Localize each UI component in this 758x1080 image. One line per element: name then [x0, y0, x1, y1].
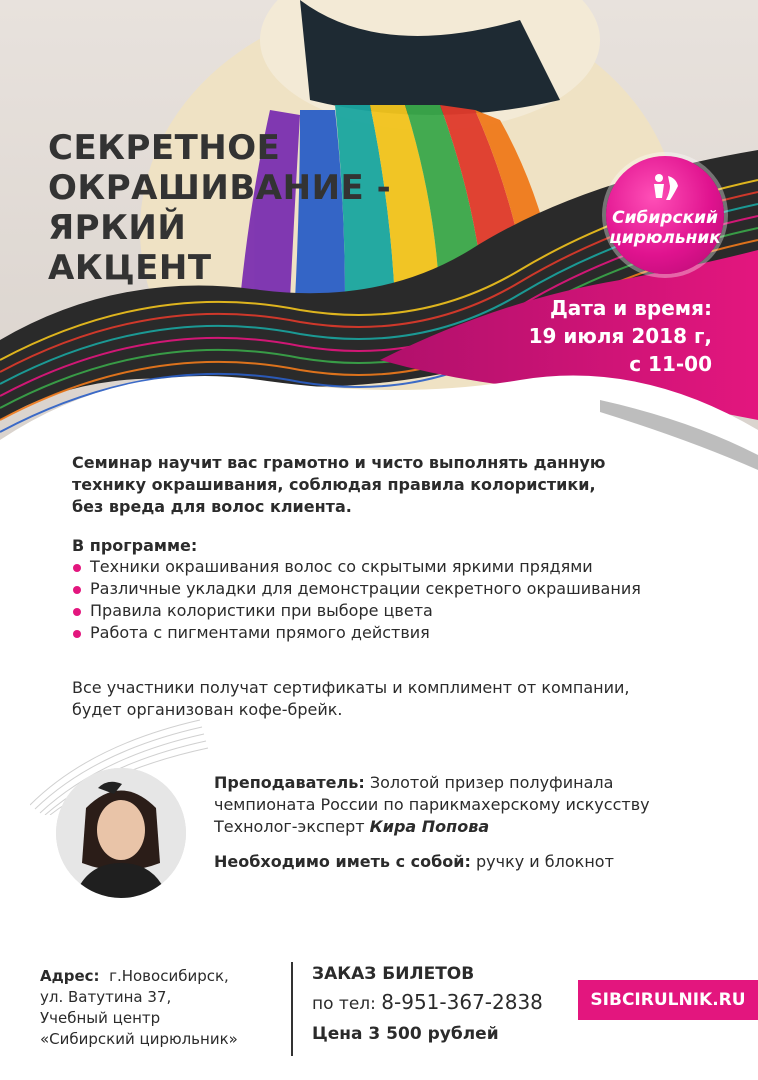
intro-line: Семинар научит вас грамотно и чисто выполнять данную — [72, 453, 606, 472]
closing-line: Все участники получат сертификаты и комплимент от компании, — [72, 678, 630, 697]
list-item-text: Правила колористики при выборе цвета — [90, 601, 433, 620]
address-block — [40, 966, 238, 1050]
phone-label: по тел: — [312, 994, 376, 1014]
program-heading: В программе: — [72, 536, 198, 555]
intro-line: без вреда для волос клиента. — [72, 497, 352, 516]
bullet-icon — [73, 586, 81, 594]
title-line: ЯРКИЙ — [48, 208, 187, 248]
bring-value: ручку и блокнот — [476, 852, 614, 871]
address-name: «Сибирский цирюльник» — [40, 1030, 238, 1048]
bullet-icon — [73, 564, 81, 572]
teacher-avatar — [56, 768, 186, 898]
datetime-label: Дата и время: — [549, 296, 712, 320]
logo-line-2: цирюльник — [609, 228, 721, 248]
intro-text — [72, 452, 692, 518]
list-item — [72, 556, 641, 578]
teacher-name: Кира Попова — [369, 817, 490, 836]
title-line: АКЦЕНТ — [48, 248, 212, 288]
logo-line-1: Сибирский — [612, 208, 718, 228]
ticket-price: Цена 3 500 рублей — [312, 1024, 499, 1044]
website-link[interactable]: SIBCIRULNIK.RU — [578, 980, 758, 1020]
list-item — [72, 578, 641, 600]
teacher-label: Преподаватель: — [214, 773, 365, 792]
list-item-text: Работа с пигментами прямого действия — [90, 623, 430, 642]
address-street: ул. Ватутина 37, — [40, 988, 172, 1006]
teacher-line-1: Золотой призер полуфинала — [369, 773, 614, 792]
intro-line: технику окрашивания, соблюдая правила колористики, — [72, 475, 596, 494]
list-item — [72, 622, 641, 644]
footer-divider — [291, 962, 293, 1056]
order-block — [312, 964, 543, 1044]
page-title — [48, 128, 391, 288]
event-date: 19 июля 2018 г, — [528, 324, 712, 348]
bullet-icon — [73, 630, 81, 638]
phone-number[interactable]: 8-951-367-2838 — [381, 990, 543, 1014]
closing-line: будет организован кофе-брейк. — [72, 700, 343, 719]
teacher-info — [214, 772, 650, 838]
bring-info — [214, 852, 614, 871]
brand-logo — [606, 156, 724, 274]
title-line: СЕКРЕТНОЕ — [48, 128, 281, 168]
order-title: ЗАКАЗ БИЛЕТОВ — [312, 964, 475, 984]
event-time: с 11-00 — [629, 352, 712, 376]
address-city: г.Новосибирск, — [109, 967, 229, 985]
event-datetime — [529, 294, 712, 378]
list-item — [72, 600, 641, 622]
teacher-photo — [56, 768, 186, 898]
bring-label: Необходимо иметь с собой: — [214, 852, 471, 871]
list-item-text: Различные укладки для демонстрации секретного окрашивания — [90, 579, 641, 598]
title-line: ОКРАШИВАНИЕ - — [48, 168, 392, 208]
address-label: Адрес: — [40, 967, 100, 985]
address-center: Учебный центр — [40, 1009, 161, 1027]
list-item-text: Техники окрашивания волос со скрытыми яркими прядями — [90, 557, 593, 576]
order-phone — [312, 990, 543, 1014]
teacher-line-2: чемпионата России по парикмахерскому искусству — [214, 795, 650, 814]
barber-figure-icon — [648, 172, 682, 204]
program-list — [72, 556, 641, 644]
bullet-icon — [73, 608, 81, 616]
teacher-line-3: Технолог-эксперт — [214, 817, 365, 836]
